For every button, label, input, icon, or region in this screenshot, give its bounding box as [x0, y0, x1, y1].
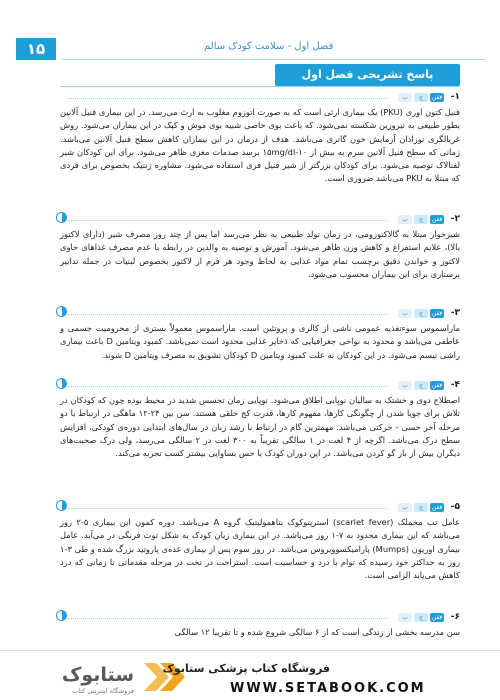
dotted-rule [68, 220, 388, 221]
answer-block-1 [60, 92, 460, 186]
pie-icon [56, 306, 67, 317]
answer-text: ماراسموس سوءتغذیه عمومی ناشی از کالری و پروتئین است. ماراسموس معمولاً بستری از محرومیت جسمی و عاطفی می‌باشد و محدود به نواحی جغرافیایی که ذخایر غذایی محدود است نمی‌باشد. کمبود ویتامین D باعث بیماری راشی تیسم می‌شود. در این کودکان به علت کمبود ویتامین D کودکان تشویق به مصرف ویتامین D شوند. [60, 323, 460, 360]
chip-qqn: ققن [431, 94, 443, 101]
answer-chips [398, 503, 444, 512]
answer-chips [398, 309, 444, 318]
section-rule [60, 86, 460, 87]
dotted-rule [68, 508, 388, 509]
answer-chips [398, 613, 444, 622]
answer-chips [398, 93, 444, 102]
answer-text: شیرخوار مبتلا به گالاکتوزومی، در زمان تولد طبیعی به نظر می‌رسد اما پس از چند روز مصرف شیر (دارای لاکتوز بالا)، علایم استفراغ و کاهش وزن ظاهر می‌شود. آموزش و توصیه به والدین در رابطه با عدم مصرف غذاهای حاوی لاکتوز و خواندن دقیق برچسب تمام مواد غذایی به لحاظ وجود هر فرم از لاکتوز بخصوص لبنیات در جمله تدابیر پرستاری برای این بیماران محسوب می‌شود. [60, 229, 460, 279]
pie-icon [56, 500, 67, 511]
answer-chips [398, 215, 444, 224]
answer-text: فنیل کتون اوری (PKU) یک بیماری ارثی است که به صورت اتوزوم مغلوب به ارث می‌رسد. در این بیماری فنیل آلانین بطور طبیعی به تیروزین شکسته نمی‌شود. که باعث بوی خاصی شبیه بوی موش و کپک در این بیماران می‌شود. روش غربالگری نوزادان آزمایش خون گاتری می‌باشد. هدف از درمان در این بیماران کاهش سطح فنیل آلانین می‌باشد. زمانی که سطح فنیل آلانین سرم به بیش از ۱۵mg/dl-۱۰ برسد صدمات مغزی ظاهر می‌شود. برای این کودکان شیر لفنالاک توصیه می‌شود. برای کودکان بزرگتر از شیر فنیل فری استفاده می‌شود. مشاوره ژنتیک بخصوص برای فردی که مبتلا به PKU می‌باشد ضروری است. [60, 107, 460, 184]
header-rule [62, 59, 486, 60]
chip-b: ب [398, 93, 412, 102]
answer-number: ۴- [450, 380, 460, 390]
answer-number: ۵- [450, 502, 460, 512]
answer-header [60, 502, 460, 514]
pie-icon [56, 610, 67, 621]
answer-block-4 [60, 380, 460, 460]
chip-b: ب [398, 613, 412, 622]
chip-qqn: ققن [431, 216, 443, 223]
answer-header [60, 92, 460, 104]
dotted-rule [68, 314, 388, 315]
answer-text: سن مدرسه بخشی از زندگی است که از ۶ سالگی شروع شده و تا تقریبا ۱۲ سالگی [174, 627, 460, 637]
answer-header [60, 612, 460, 624]
dotted-rule [68, 386, 388, 387]
chip-j: ج [414, 613, 428, 622]
section-title: پاسخ تشریحی فصل اول [275, 64, 460, 86]
pie-icon [56, 378, 67, 389]
store-name: فروشگاه کتاب پزشکی ستابوک [162, 662, 330, 675]
answer-block-3 [60, 308, 460, 362]
chip-b: ب [398, 215, 412, 224]
answer-block-5 [60, 502, 460, 582]
chip-j: ج [414, 93, 428, 102]
answer-number: ۱- [450, 92, 460, 102]
answer-number: ۲- [450, 214, 460, 224]
answer-header [60, 380, 460, 392]
chip-qqn: ققن [431, 504, 443, 511]
chip-b: ب [398, 309, 412, 318]
chip-qqn: ققن [431, 382, 443, 389]
chip-qqn: ققن [431, 310, 443, 317]
chip-b: ب [398, 381, 412, 390]
answer-text: اصطلاح دوی و خشتک به سالیان نوپایی اطلاق می‌شود. نوپایی زمان تجسس شدید در محیط بوده چون که کودکان در تلاش برای جویا شدن از چگونگی کارها، مفهوم کارها، قدرت کج خلقی هستند. سن بین ۲۴-۱۲ ماهگی در ارتباط با دو مرحله آخر حسی - حرکتی می‌باشد. مهمترین گام در ارتباط با رشد زبان در سال‌های ابتدایی دوره‌ی کودکی، افزایش سطح درک می‌باشد. اگرچه از ۴ لغت در ۱ سالگی تقریباً به ۳۰۰ لغت در ۲ سالگی می‌رسد، ولی درک صحبت‌های دیگران بیش از باز گو کردن می‌باشد. در این دوران کودک با حس بساوایی بیشتر کسب تجربه می‌کند. [60, 395, 460, 459]
chip-b: ب [398, 503, 412, 512]
pie-icon [56, 212, 67, 223]
answer-text: عامل تب مخملک (scarlet fever) استرپتوکوک بتاهمولیتیک گروه A می‌باشد. دوره کمون این بیماری ۵-۲ روز می‌باشد که این بیماری محدود به ۷-۱ روز می‌باشد. در این بیماری زبان کودک به شکل توت فرنگی در می‌آید. عامل بیماری اوریون (Mumps) پارامیکسوویروس می‌باشد. در روز سوم پس از بیماری غده‌ی پاروتید بزرگ شده و طی ۳-۱ روز به حداکثر خود رسیده که توام با درد و حساسیت است. استراحت در تخت در مرحله مقدماتی تا زمانی که درد کاهش می‌یابد الزامی است. [60, 517, 460, 581]
answer-block-6 [60, 612, 460, 639]
page-header [14, 38, 486, 60]
answer-header [60, 214, 460, 226]
page-number: ۱۵ [16, 38, 56, 60]
chip-j: ج [414, 309, 428, 318]
logo-text: ستابوک [61, 664, 134, 686]
chip-j: ج [414, 503, 428, 512]
dotted-rule [68, 98, 388, 99]
store-url[interactable]: WWW.SETABOOK.COM [230, 681, 426, 696]
chip-j: ج [414, 381, 428, 390]
chip-qqn: ققن [431, 614, 443, 621]
chapter-title: فصل اول - سلامت کودک سالم [204, 41, 334, 52]
logo-subtext: فروشگاه اینترنتی کتاب [72, 687, 134, 695]
answer-header [60, 308, 460, 320]
dotted-rule [68, 618, 388, 619]
answer-number: ۳- [450, 308, 460, 318]
answer-number: ۶- [450, 612, 460, 622]
answer-chips [398, 381, 444, 390]
store-footer [0, 650, 500, 700]
answer-block-2 [60, 214, 460, 281]
chip-j: ج [414, 215, 428, 224]
